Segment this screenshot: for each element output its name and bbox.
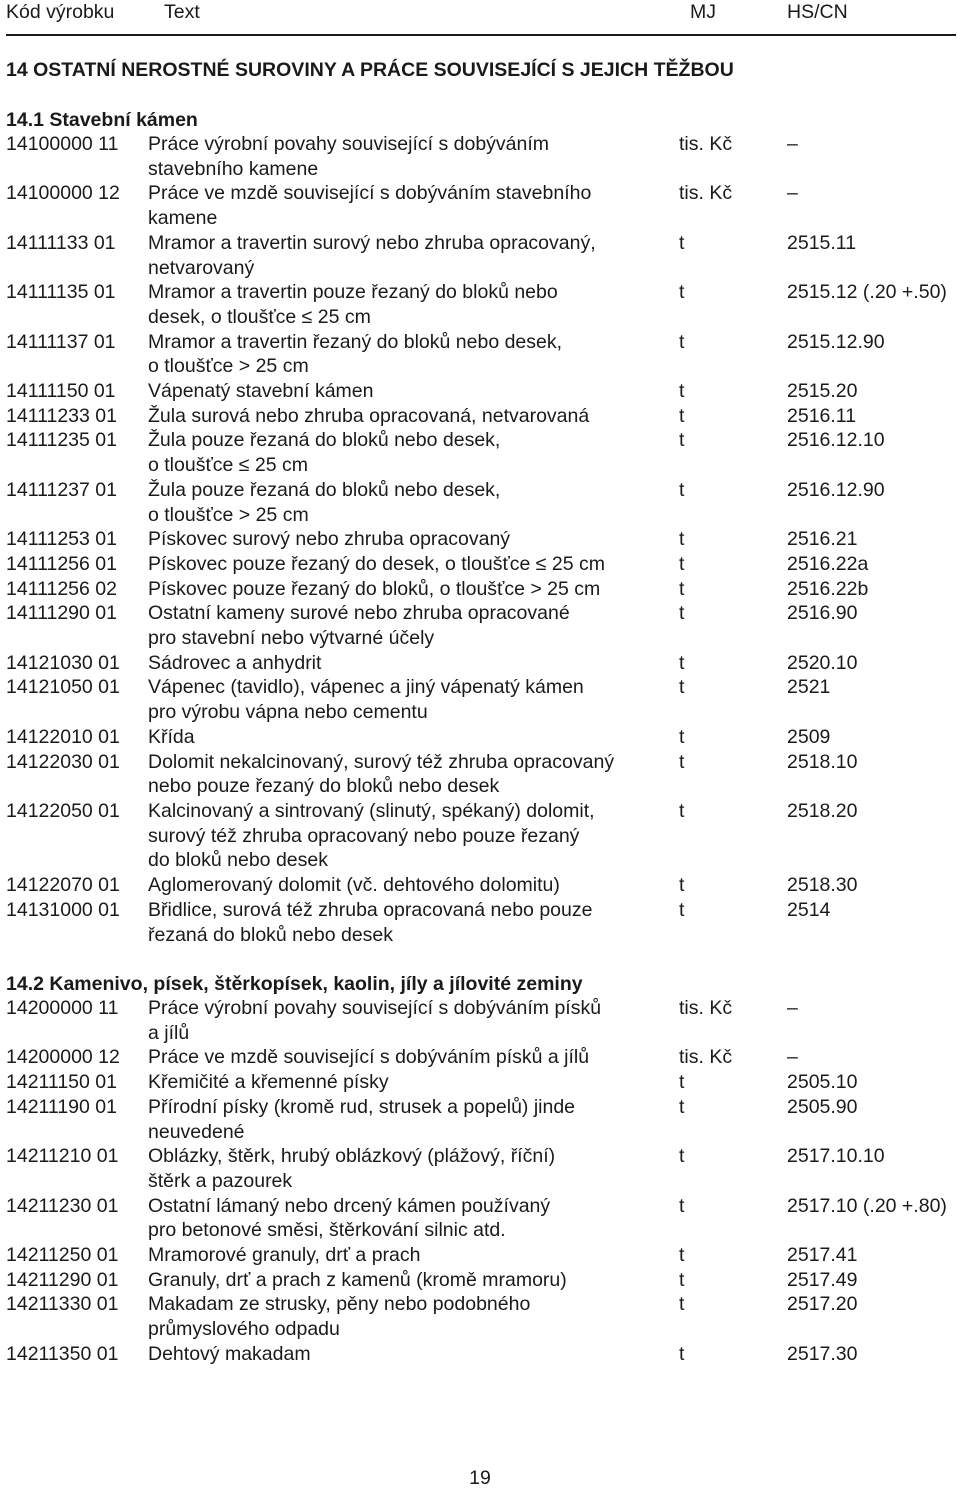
product-description: Ostatní lámaný nebo drcený kámen používaný pro betonové směsi, štěrkování silnic atd. xyxy=(148,1194,551,1242)
product-description: Práce ve mzdě související s dobýváním stavebního kamene xyxy=(148,182,592,230)
product-description: Oblázky, štěrk, hrubý oblázkový (plážový, říční) štěrk a pazourek xyxy=(148,1145,556,1192)
product-code: 14200000 11 xyxy=(6,997,119,1019)
product-description: Práce ve mzdě související s dobýváním písků a jílů xyxy=(148,1046,590,1069)
product-code: 14211150 01 xyxy=(6,1071,117,1094)
product-code: 14111150 01 xyxy=(6,380,116,403)
product-description: Vápenatý stavební kámen xyxy=(148,380,374,403)
table-row xyxy=(0,1292,960,1341)
product-description: Žula surová nebo zhruba opracovaná, netvarovaná xyxy=(148,404,590,427)
product-description: Dehtový makadam xyxy=(148,1342,311,1365)
hs-cn-code: 2517.20 xyxy=(787,1293,858,1316)
table-row xyxy=(0,675,960,724)
table-row xyxy=(0,379,960,404)
unit: t xyxy=(679,528,685,551)
product-code: 14111256 02 xyxy=(6,577,117,600)
unit: t xyxy=(679,281,685,304)
product-code: 14122070 01 xyxy=(6,874,120,897)
product-description: Mramorové granuly, drť a prach xyxy=(148,1244,421,1267)
unit: t xyxy=(679,1194,685,1217)
item-list xyxy=(0,996,960,1367)
table-row xyxy=(0,552,960,577)
hs-cn-code: 2516.21 xyxy=(787,528,858,551)
table-row xyxy=(0,1070,960,1095)
unit: t xyxy=(679,651,685,674)
unit: t xyxy=(679,577,685,600)
table-row xyxy=(0,280,960,329)
hs-cn-code: 2520.10 xyxy=(787,651,858,674)
hs-cn-code: 2517.41 xyxy=(787,1244,858,1267)
hs-cn-code: 2516.12.90 xyxy=(787,478,885,501)
section-title: 14.1 Stavební kámen xyxy=(6,109,198,131)
product-code: 14122010 01 xyxy=(6,725,120,748)
page-number: 19 xyxy=(469,1467,491,1489)
product-code: 14111253 01 xyxy=(6,528,117,551)
table-row xyxy=(0,725,960,750)
unit: tis. Kč xyxy=(679,133,733,155)
hs-cn-code: – xyxy=(787,133,798,155)
table-row xyxy=(0,799,960,873)
hs-cn-code: 2516.12.10 xyxy=(787,429,885,452)
hs-cn-code: 2515.20 xyxy=(787,380,858,403)
hs-cn-code: – xyxy=(787,182,798,205)
unit: t xyxy=(679,725,685,748)
table-row xyxy=(0,1194,960,1243)
product-code: 14111290 01 xyxy=(6,602,117,625)
table-header xyxy=(0,0,960,26)
product-description: Aglomerovaný dolomit (vč. dehtového dolomitu) xyxy=(148,874,560,897)
product-description: Makadam ze strusky, pěny nebo podobného průmyslového odpadu xyxy=(148,1293,531,1341)
product-description: Mramor a travertin pouze řezaný do bloků nebo desek, o tloušťce ≤ 25 cm xyxy=(148,281,558,328)
product-description: Práce výrobní povahy související s dobýváním stavebního kamene xyxy=(148,133,550,180)
hs-cn-code: 2517.49 xyxy=(787,1268,858,1291)
product-code: 14211350 01 xyxy=(6,1342,119,1365)
hs-cn-code: 2509 xyxy=(787,725,831,748)
product-code: 14111133 01 xyxy=(6,231,116,254)
header-unit: MJ xyxy=(690,1,716,23)
product-code: 14121030 01 xyxy=(6,651,120,674)
hs-cn-code: 2517.10 (.20 +.80) xyxy=(787,1194,947,1217)
table-row xyxy=(0,996,960,1045)
header-text: Text xyxy=(164,1,200,23)
table-row xyxy=(0,873,960,898)
hs-cn-code: – xyxy=(787,997,798,1019)
table-row xyxy=(0,1243,960,1268)
item-list xyxy=(0,132,960,947)
table-row xyxy=(0,404,960,429)
unit: t xyxy=(679,1244,685,1267)
product-description: Ostatní kameny surové nebo zhruba opracované pro stavební nebo výtvarné účely xyxy=(148,602,570,650)
section-title: 14.2 Kamenivo, písek, štěrkopísek, kaolin, jíly a jílovité zeminy xyxy=(6,973,583,995)
product-description: Mramor a travertin surový nebo zhruba opracovaný, netvarovaný xyxy=(148,231,596,279)
product-code: 14211290 01 xyxy=(6,1268,119,1291)
hs-cn-code: 2516.22a xyxy=(787,552,869,575)
header-code: Kód výrobku xyxy=(6,1,115,23)
unit: t xyxy=(679,750,685,773)
hs-cn-code: 2516.22b xyxy=(787,577,869,600)
product-code: 14111233 01 xyxy=(6,404,117,427)
unit: t xyxy=(679,898,685,921)
unit: t xyxy=(679,1293,685,1316)
unit: t xyxy=(679,1342,685,1365)
header-rule xyxy=(6,34,956,36)
unit: t xyxy=(679,799,685,822)
table-row xyxy=(0,1144,960,1193)
unit: tis. Kč xyxy=(679,1046,733,1069)
header-hs-cn: HS/CN xyxy=(787,1,848,23)
product-description: Břidlice, surová též zhruba opracovaná nebo pouze řezaná do bloků nebo desek xyxy=(148,898,593,946)
hs-cn-code: 2505.90 xyxy=(787,1095,858,1118)
product-description: Vápenec (tavidlo), vápenec a jiný vápenatý kámen pro výrobu vápna nebo cementu xyxy=(148,676,584,724)
product-code: 14111235 01 xyxy=(6,429,117,452)
product-description: Sádrovec a anhydrit xyxy=(148,651,322,674)
chapter-title: 14 OSTATNÍ NEROSTNÉ SUROVINY A PRÁCE SOUVISEJÍCÍ S JEJICH TĚŽBOU xyxy=(6,59,734,81)
unit: t xyxy=(679,231,685,254)
table-row xyxy=(0,601,960,650)
table-row xyxy=(0,428,960,477)
unit: t xyxy=(679,1095,685,1118)
unit: t xyxy=(679,552,685,575)
table-row xyxy=(0,231,960,280)
product-code: 14100000 11 xyxy=(6,133,119,155)
hs-cn-code: 2518.30 xyxy=(787,874,858,897)
hs-cn-code: 2517.10.10 xyxy=(787,1145,885,1168)
unit: t xyxy=(679,380,685,403)
unit: t xyxy=(679,602,685,625)
table-row xyxy=(0,577,960,602)
table-row xyxy=(0,1342,960,1367)
product-code: 14111237 01 xyxy=(6,478,117,501)
product-description: Pískovec pouze řezaný do bloků, o tloušťce > 25 cm xyxy=(148,577,601,600)
hs-cn-code: 2517.30 xyxy=(787,1342,858,1365)
unit: t xyxy=(679,874,685,897)
table-row xyxy=(0,898,960,947)
product-code: 14211210 01 xyxy=(6,1145,119,1168)
hs-cn-code: 2518.10 xyxy=(787,750,858,773)
hs-cn-code: 2514 xyxy=(787,898,831,921)
product-code: 14211190 01 xyxy=(6,1095,117,1118)
table-row xyxy=(0,750,960,799)
table-row xyxy=(0,651,960,676)
unit: t xyxy=(679,404,685,427)
product-description: Žula pouze řezaná do bloků nebo desek, o tloušťce ≤ 25 cm xyxy=(148,429,501,477)
hs-cn-code: 2518.20 xyxy=(787,799,858,822)
hs-cn-code: 2516.11 xyxy=(787,404,857,427)
product-description: Dolomit nekalcinovaný, surový též zhruba opracovaný nebo pouze řezaný do bloků nebo desek xyxy=(148,750,615,798)
unit: t xyxy=(679,1071,685,1094)
product-code: 14211250 01 xyxy=(6,1244,119,1267)
product-code: 14111137 01 xyxy=(6,330,116,353)
product-description: Křemičité a křemenné písky xyxy=(148,1071,389,1094)
product-code: 14122030 01 xyxy=(6,750,120,773)
unit: tis. Kč xyxy=(679,997,733,1019)
unit: t xyxy=(679,429,685,452)
hs-cn-code: 2515.11 xyxy=(787,231,857,254)
product-description: Granuly, drť a prach z kamenů (kromě mramoru) xyxy=(148,1268,567,1291)
product-code: 14111135 01 xyxy=(6,281,116,304)
table-row xyxy=(0,330,960,379)
product-code: 14211230 01 xyxy=(6,1194,119,1217)
unit: t xyxy=(679,1268,685,1291)
product-description: Pískovec pouze řezaný do desek, o tloušťce ≤ 25 cm xyxy=(148,552,606,575)
hs-cn-code: 2515.12.90 xyxy=(787,330,885,353)
table-row xyxy=(0,181,960,230)
product-code: 14111256 01 xyxy=(6,552,117,575)
unit: t xyxy=(679,676,685,699)
product-description: Práce výrobní povahy související s dobýváním písků a jílů xyxy=(148,997,602,1044)
hs-cn-code: 2505.10 xyxy=(787,1071,858,1094)
table-row xyxy=(0,1045,960,1070)
hs-cn-code: 2515.12 (.20 +.50) xyxy=(787,281,947,304)
hs-cn-code: 2516.90 xyxy=(787,602,858,625)
product-code: 14121050 01 xyxy=(6,676,120,699)
unit: t xyxy=(679,1145,685,1168)
hs-cn-code: – xyxy=(787,1046,798,1069)
product-code: 14200000 12 xyxy=(6,1046,120,1069)
product-description: Kalcinovaný a sintrovaný (slinutý, spékaný) dolomit, surový též zhruba opracovaný nebo pouze řezaný do bloků nebo desek xyxy=(148,799,595,872)
table-row xyxy=(0,478,960,527)
product-code: 14122050 01 xyxy=(6,799,120,822)
unit: tis. Kč xyxy=(679,182,733,205)
table-row xyxy=(0,1095,960,1144)
unit: t xyxy=(679,330,685,353)
product-code: 14131000 01 xyxy=(6,898,120,921)
table-row xyxy=(0,1268,960,1293)
product-description: Mramor a travertin řezaný do bloků nebo desek, o tloušťce > 25 cm xyxy=(148,330,563,378)
table-row xyxy=(0,527,960,552)
product-code: 14100000 12 xyxy=(6,182,120,205)
product-description: Přírodní písky (kromě rud, strusek a popelů) jinde neuvedené xyxy=(148,1095,576,1143)
table-row xyxy=(0,132,960,181)
product-description: Pískovec surový nebo zhruba opracovaný xyxy=(148,528,511,551)
product-description: Křída xyxy=(148,725,195,748)
unit: t xyxy=(679,478,685,501)
hs-cn-code: 2521 xyxy=(787,676,831,699)
product-description: Žula pouze řezaná do bloků nebo desek, o tloušťce > 25 cm xyxy=(148,478,501,526)
product-code: 14211330 01 xyxy=(6,1293,119,1316)
